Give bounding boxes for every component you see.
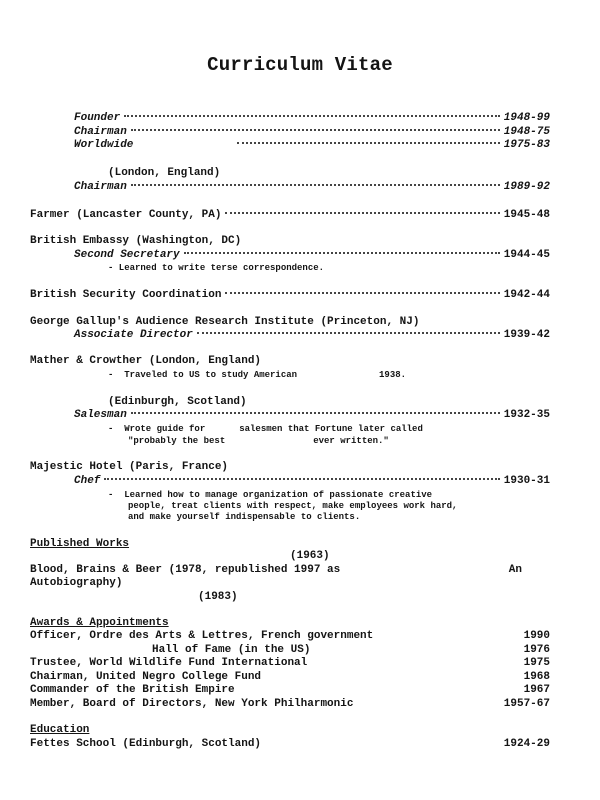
embassy-role: Second Secretary [74,249,180,261]
published-line2-b: An [508,564,522,576]
edinburgh-note2-b: ever written." [313,436,389,446]
chairman-years: 1948-75 [503,126,550,138]
london-location-row [108,166,550,180]
founder-role: Founder [74,112,121,124]
education-heading: Education [30,724,90,736]
london-chairman-row [74,180,550,194]
award-text: Hall of Fame (in the US) [152,644,311,656]
majestic-note1: - Learned how to manage organization of passionate creative [108,490,433,500]
mather-note-a: - Traveled to US to study American [108,370,298,380]
founder-row [74,111,550,125]
majestic-note3: and make yourself indispensable to clients. [128,512,361,522]
edinburgh-note2-a: "probably the best [128,436,226,446]
gallup-name: George Gallup's Audience Research Institute (Princeton, NJ) [30,316,420,328]
leader-dots [184,252,500,254]
worldwide-row [74,138,550,152]
awards-heading: Awards & Appointments [30,617,169,629]
award-row [30,683,550,697]
awards-heading-row [30,616,550,630]
embassy-note-row [108,261,550,275]
award-row [152,643,550,657]
published-line2-a: Blood, Brains & Beer (1978, republished 1997 as [30,564,341,576]
london-role: Chairman [74,181,127,193]
london-location: (London, England) [108,167,221,179]
leader-dots [225,292,499,294]
leader-dots [131,184,500,186]
published-line4: (1983) [198,591,238,603]
gallup-years: 1939-42 [503,329,550,341]
page-title: Curriculum Vitae [207,54,393,76]
published-line1: (1963) [290,550,330,562]
award-year: 1975 [523,657,550,669]
mather-note-row [108,368,550,382]
mather-row [30,354,550,368]
embassy-note: - Learned to write terse correspondence. [108,263,325,273]
chairman-row [74,125,550,139]
leader-dots [131,412,500,414]
award-row [30,697,550,711]
published-line3: Autobiography) [30,577,123,589]
award-text: Trustee, World Wildlife Fund International [30,657,308,669]
award-year: 1957-67 [503,698,550,710]
published-line2-row [30,563,550,577]
worldwide-years: 1975-83 [503,139,550,151]
gallup-role: Associate Director [74,329,193,341]
edinburgh-note2-row [128,434,550,448]
leader-dots [225,212,499,214]
edinburgh-role-row [74,408,550,422]
majestic-role-row [74,474,550,488]
embassy-row [30,234,550,248]
award-text: Commander of the British Empire [30,684,235,696]
security-row [30,288,550,302]
leader-dots [197,332,500,334]
edinburgh-years: 1932-35 [503,409,550,421]
edinburgh-row [108,395,550,409]
education-years: 1924-29 [503,738,550,750]
gallup-role-row [74,328,550,342]
majestic-note3-row [128,510,550,524]
published-line4-row [198,590,550,604]
worldwide-role: Worldwide [74,139,134,151]
award-row [30,656,550,670]
published-heading: Published Works [30,538,130,550]
london-years: 1989-92 [503,181,550,193]
embassy-role-row [74,248,550,262]
leader-dots [124,115,500,117]
award-year: 1968 [523,671,550,683]
founder-years: 1948-99 [503,112,550,124]
edinburgh-note1-b: salesmen that Fortune later called [239,424,423,434]
majestic-name: Majestic Hotel (Paris, France) [30,461,229,473]
award-year: 1976 [523,644,550,656]
award-row [30,670,550,684]
award-text: Officer, Ordre des Arts & Lettres, French government [30,630,374,642]
published-line3-row [30,576,550,590]
security-name: British Security Coordination [30,289,222,301]
edinburgh-role: Salesman [74,409,127,421]
published-line1-row [290,549,550,563]
award-text: Member, Board of Directors, New York Philharmonic [30,698,354,710]
mather-note-b: 1938. [379,370,407,380]
embassy-years: 1944-45 [503,249,550,261]
award-year: 1967 [523,684,550,696]
education-row [30,737,550,751]
leader-dots [131,129,500,131]
majestic-row [30,460,550,474]
farmer-row [30,208,550,222]
education-heading-row [30,723,550,737]
leader-dots [104,478,499,480]
security-years: 1942-44 [503,289,550,301]
chairman-role: Chairman [74,126,127,138]
mather-name: Mather & Crowther (London, England) [30,355,262,367]
farmer-years: 1945-48 [503,209,550,221]
award-year: 1990 [523,630,550,642]
majestic-role: Chef [74,475,101,487]
edinburgh-name: (Edinburgh, Scotland) [108,396,247,408]
education-school: Fettes School (Edinburgh, Scotland) [30,738,262,750]
farmer-name: Farmer (Lancaster County, PA) [30,209,222,221]
gallup-row [30,315,550,329]
majestic-years: 1930-31 [503,475,550,487]
embassy-name: British Embassy (Washington, DC) [30,235,242,247]
edinburgh-note1-a: - Wrote guide for [108,424,206,434]
award-row [30,629,550,643]
leader-dots [237,142,499,144]
majestic-note2: people, treat clients with respect, make employees work hard, [128,501,458,511]
award-text: Chairman, United Negro College Fund [30,671,262,683]
